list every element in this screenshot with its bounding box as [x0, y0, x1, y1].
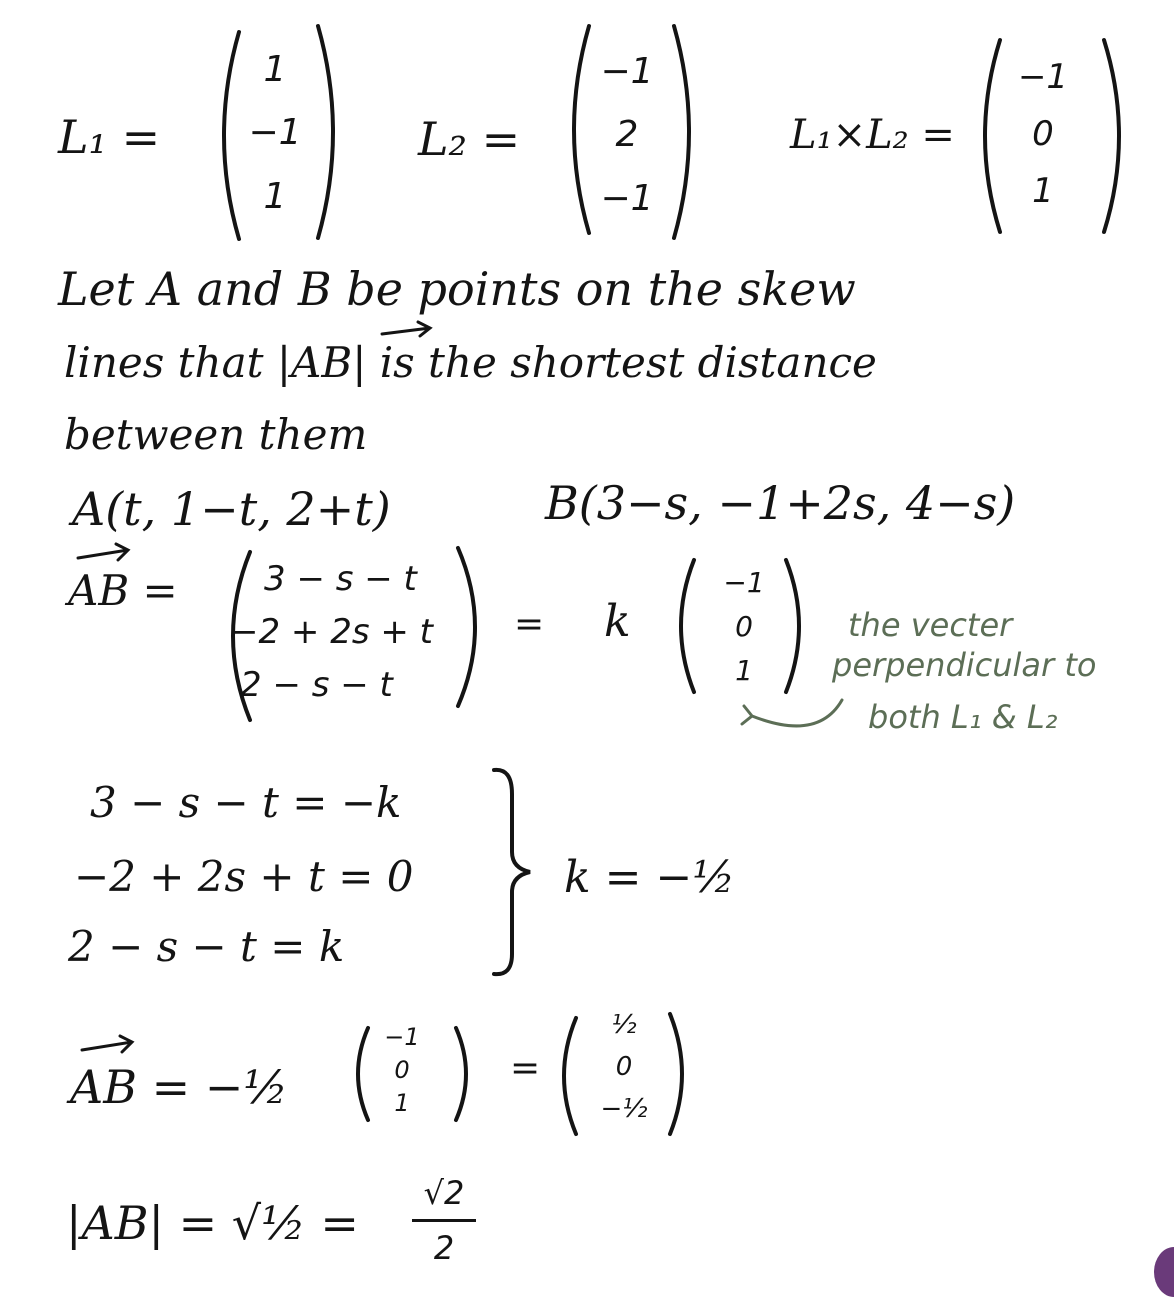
ab-eq-vector	[230, 552, 440, 712]
line2-vector	[592, 40, 662, 230]
system-eq-1: 3 − s − t = −k	[90, 778, 402, 827]
k-y: 0	[735, 609, 753, 643]
ab-arrow-icon-2	[74, 540, 138, 564]
line2-label: L₂ =	[418, 112, 521, 166]
system-brace	[486, 764, 536, 980]
ab-final-close-paren	[664, 1010, 698, 1138]
ab-result-z: 1	[394, 1089, 410, 1118]
system-eq-3: 2 − s − t = k	[68, 922, 345, 971]
magnitude-numerator: √2	[423, 1173, 465, 1212]
ab-final-open-paren	[548, 1014, 582, 1138]
cross-x: −1	[1017, 56, 1069, 97]
note-arrow-icon	[738, 692, 848, 744]
line1-x: 1	[263, 49, 287, 91]
line1-label: L₁ =	[58, 110, 161, 164]
ab-final-vector	[584, 1004, 664, 1130]
line2-y: 2	[615, 114, 639, 156]
point-a: A(t, 1−t, 2+t)	[72, 482, 391, 536]
cross-label: L₁×L₂ =	[790, 112, 955, 158]
ab-eq-label: AB =	[68, 566, 178, 615]
k-x: −1	[723, 565, 765, 599]
ab-eq-y: −2 + 2s + t	[230, 611, 434, 652]
line2-x: −1	[600, 51, 654, 93]
note-line-2: perpendicular to	[832, 646, 1097, 684]
intro-line-2: lines that |AB| is the shortest distance	[64, 338, 877, 387]
cross-close-paren	[1098, 36, 1138, 236]
k-close-paren	[780, 556, 816, 696]
ab-final-y: 0	[615, 1052, 633, 1082]
ab-result-equals: =	[510, 1048, 541, 1089]
ab-eq-equals: =	[514, 604, 545, 645]
ab-final-x: ½	[611, 1010, 637, 1040]
k-vector	[714, 560, 774, 692]
cross-z: 1	[1032, 171, 1054, 212]
cross-vector	[1008, 48, 1078, 220]
cross-open-paren	[966, 36, 1006, 236]
ab-arrow-icon	[378, 318, 438, 340]
intro-line-3: between them	[64, 410, 368, 459]
k-z: 1	[735, 653, 753, 687]
line2-z: −1	[600, 177, 654, 219]
ab-arrow-icon-3	[78, 1032, 142, 1056]
line1-vector	[245, 38, 305, 228]
ab-eq-x: 3 − s − t	[264, 558, 417, 599]
ab-result-y: 0	[394, 1055, 410, 1084]
corner-decoration	[1154, 1247, 1174, 1297]
line2-close-paren	[668, 22, 708, 242]
cross-y: 0	[1032, 113, 1054, 154]
line1-open-paren	[205, 28, 245, 243]
ab-final-z: −½	[600, 1094, 648, 1124]
fraction-bar	[412, 1219, 476, 1222]
k-open-paren	[664, 556, 700, 696]
ab-eq-k: k	[604, 596, 631, 647]
intro-line-1: Let A and B be points on the skew	[58, 262, 856, 316]
line1-z: 1	[263, 175, 287, 217]
ab-eq-z: 2 − s − t	[240, 665, 393, 706]
note-line-3: both L₁ & L₂	[868, 698, 1058, 736]
ab-result-vector	[380, 1020, 424, 1120]
note-line-1: the vecter	[848, 606, 1013, 644]
magnitude-denominator: 2	[433, 1228, 455, 1267]
ab-result-label: AB = −½	[70, 1060, 288, 1114]
system-result: k = −½	[564, 852, 736, 903]
line2-open-paren	[555, 22, 595, 237]
line1-y: −1	[248, 112, 302, 154]
ab-result-x: −1	[384, 1022, 420, 1051]
magnitude-fraction	[404, 1170, 484, 1270]
point-b: B(3−s, −1+2s, 4−s)	[545, 476, 1016, 530]
magnitude-text: |AB| = √½ =	[66, 1196, 359, 1250]
ab-result-open-paren	[344, 1024, 374, 1124]
ab-result-close-paren	[450, 1024, 480, 1124]
system-eq-2: −2 + 2s + t = 0	[74, 852, 414, 901]
ab-eq-close-paren	[452, 544, 496, 710]
line1-close-paren	[312, 22, 352, 242]
